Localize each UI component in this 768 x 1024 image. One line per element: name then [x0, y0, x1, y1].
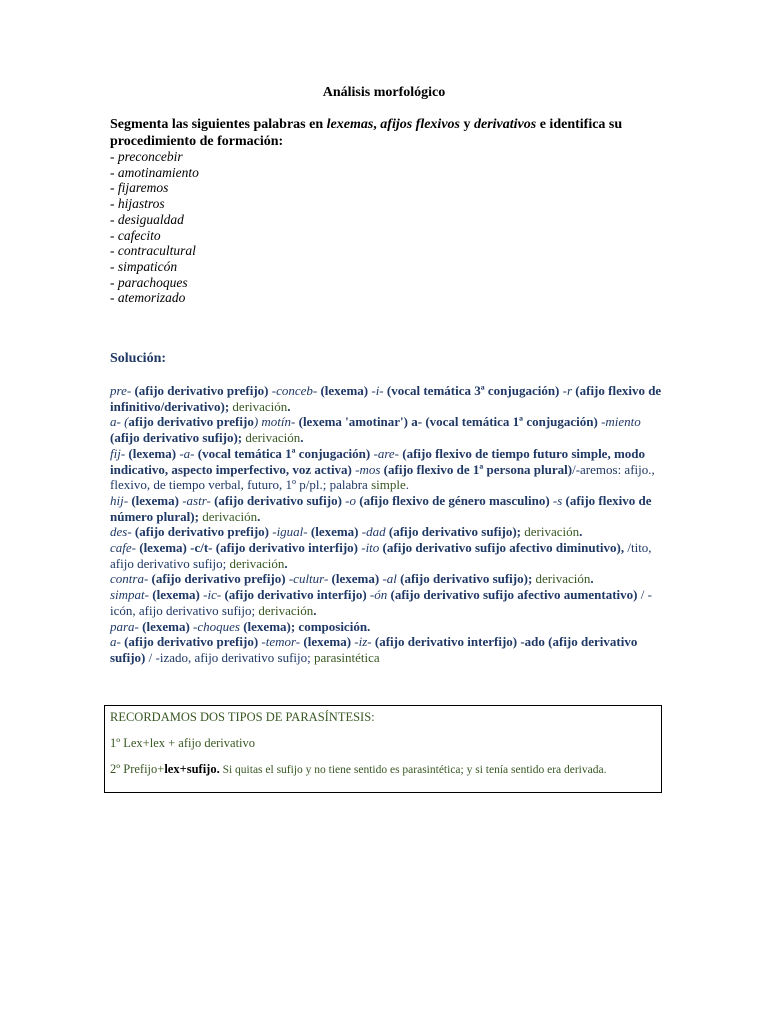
solution-paragraph: para- (lexema) -choques (lexema); composición. — [110, 618, 371, 634]
list-item: - hijastros — [110, 196, 165, 212]
list-item: - fijaremos — [110, 180, 169, 196]
note-heading: RECORDAMOS DOS TIPOS DE PARASÍNTESIS: — [110, 710, 375, 724]
list-item: - desigualdad — [110, 211, 184, 227]
solution-paragraph: simpat- (lexema) -ic- (afijo derivativo interfijo) -ón (afijo derivativo sufijo afectivo aumentativo) / -icón, afijo derivativo sufijo; derivación. — [110, 587, 652, 618]
solution-paragraph: a- (afijo derivativo prefijo) motín- (lexema 'amotinar') a- (vocal temática 1ª conjugación) -miento (afijo derivativo sufijo); derivación. — [110, 414, 641, 446]
list-item: - contracultural — [110, 243, 196, 259]
solution-paragraph: contra- (afijo derivativo prefijo) -cultur- (lexema) -al (afijo derivativo sufijo); derivación. — [110, 571, 594, 587]
solution-paragraph: a- (afijo derivativo prefijo) -temor- (lexema) -iz- (afijo derivativo interfijo) -ado (afijo derivativo sufijo) / -izado, afijo derivativo sufijo; parasintética — [110, 634, 638, 665]
solution-paragraph: cafe- (lexema) -c/t- (afijo derivativo interfijo) -ito (afijo derivativo sufijo afectivo diminutivo), /tito, afijo derivativo sufijo; derivación. — [110, 540, 652, 571]
note-type-2: 2º Prefijo+lex+sufijo. Si quitas el sufijo y no tiene sentido es parasintética; y si tenía sentido era derivada. — [110, 762, 607, 776]
solution-body — [110, 383, 670, 666]
list-item: - amotinamiento — [110, 164, 199, 180]
note-type-1: 1º Lex+lex + afijo derivativo — [110, 736, 256, 750]
list-item: - parachoques — [110, 274, 188, 290]
list-item: - atemorizado — [110, 290, 186, 306]
task-instructions: Segmenta las siguientes palabras en lexemas, afijos flexivos y derivativos e identifica su procedimiento de formación: — [110, 117, 623, 149]
list-item: - simpaticón — [110, 258, 178, 274]
solution-paragraph: pre- (afijo derivativo prefijo) -conceb- (lexema) -i- (vocal temática 3ª conjugación) -r (afijo flexivo de infinitivo/derivativo); derivación. — [110, 383, 662, 414]
word-list — [110, 149, 670, 306]
list-item: - preconcebir — [110, 149, 183, 164]
solution-paragraph: hij- (lexema) -astr- (afijo derivativo sufijo) -o (afijo flexivo de género masculino) -s (afijo flexivo de número plural); derivación. — [110, 492, 652, 524]
solution-heading: Solución: — [110, 351, 167, 366]
solution-paragraph: fij- (lexema) -a- (vocal temática 1ª conjugación) -are- (afijo flexivo de tiempo futuro simple, modo indicativo, aspecto imperfectivo, voz activa) -mos (afijo flexivo de 1ª persona plural)/-aremos: afijo., flexivo, de tiempo verbal, futuro, 1º p/pl.; palabra simple. — [110, 445, 655, 493]
list-item: - cafecito — [110, 227, 161, 243]
solution-paragraph: des- (afijo derivativo prefijo) -igual- (lexema) -dad (afijo derivativo sufijo); derivación. — [110, 524, 583, 540]
parasintesis-note-box — [104, 705, 662, 793]
page-title: Análisis morfológico — [322, 85, 446, 100]
